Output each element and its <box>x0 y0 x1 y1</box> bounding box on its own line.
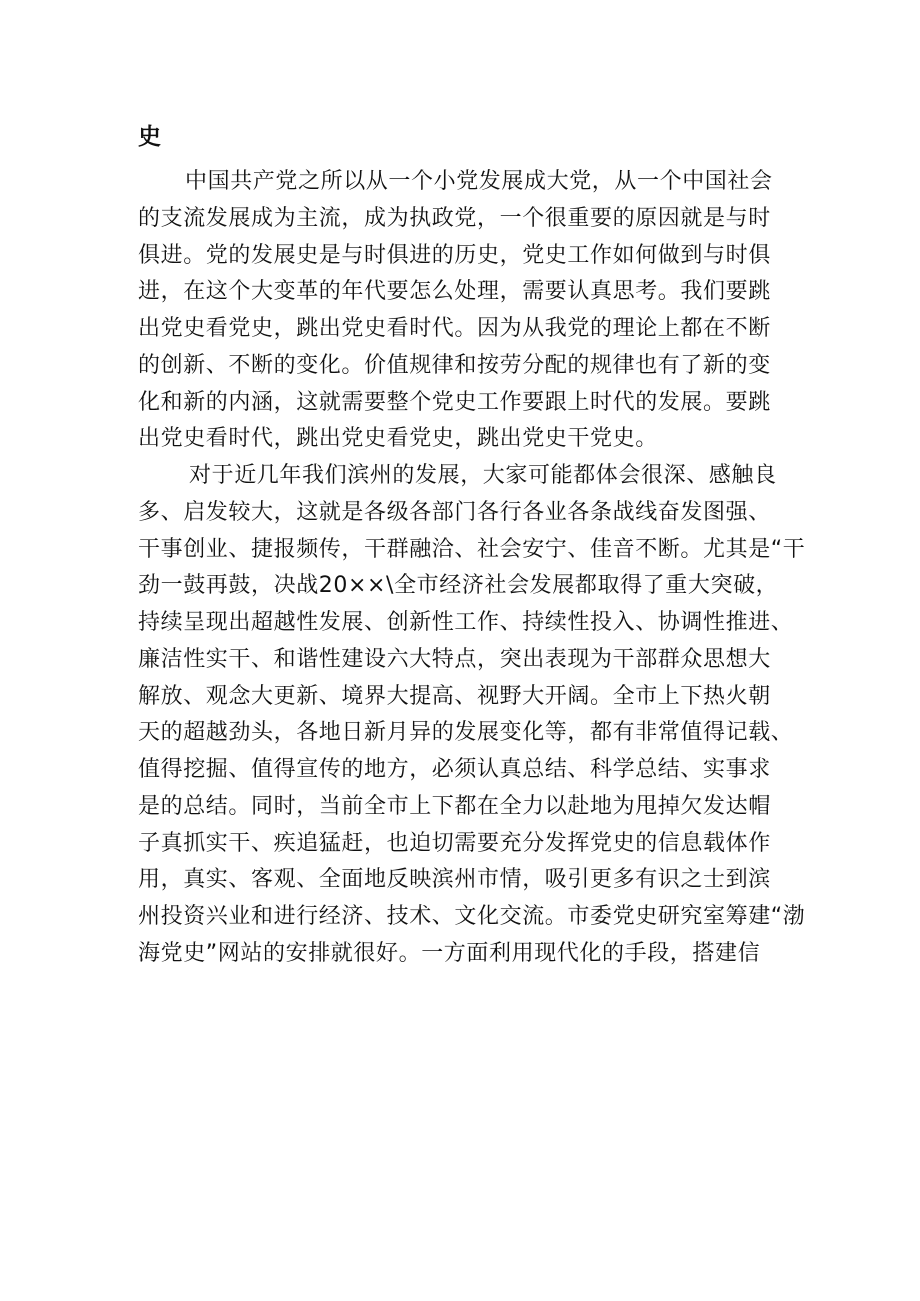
paragraph-line: 持续呈现出超越性发展、创新性工作、持续性投入、协调性推进、 <box>138 610 794 635</box>
paragraph-line: 是的总结。同时，当前全市上下都在全力以赴地为甩掉欠发达帽 <box>138 793 771 819</box>
paragraph-line: 中国共产党之所以从一个小党发展成大党，从一个中国社会 <box>185 169 773 194</box>
paragraph-line: 值得挖掘、值得宣传的地方，必须认真总结、科学总结、实事求 <box>138 757 771 782</box>
section-heading: 史 <box>138 124 161 150</box>
paragraph-line: 多、启发较大，这就是各级各部门各行各业各条战线奋发图强、 <box>138 499 771 525</box>
paragraph-line: 天的超越劲头，各地日新月异的发展变化等，都有非常值得记载、 <box>138 720 794 746</box>
paragraph-line: 出党史看时代，跳出党史看党史，跳出党史干党史。 <box>138 426 658 452</box>
paragraph-line: 子真抓实干、疾追猛赶，也迫切需要充分发挥党史的信息载体作 <box>138 830 771 856</box>
paragraph-line: 用，真实、客观、全面地反映滨州市情，吸引更多有识之士到滨 <box>138 867 771 893</box>
paragraph-line: 的创新、不断的变化。价值规律和按劳分配的规律也有了新的变 <box>138 352 771 378</box>
paragraph-line: 廉洁性实干、和谐性建设六大特点，突出表现为干部群众思想大 <box>138 646 771 672</box>
paragraph-line: 出党史看党史，跳出党史看时代。因为从我党的理论上都在不断 <box>138 316 771 341</box>
paragraph-line: 化和新的内涵，这就需要整个党史工作要跟上时代的发展。要跳 <box>138 389 771 415</box>
paragraph-line: 劲一鼓再鼓，决战20××\全市经济社会发展都取得了重大突破， <box>138 573 779 599</box>
paragraph-line: 俱进。党的发展史是与时俱进的历史，党史工作如何做到与时俱 <box>138 242 771 268</box>
paragraph-line: 的支流发展成为主流，成为执政党，一个很重要的原因就是与时 <box>138 205 771 231</box>
paragraph-line: 干事创业、捷报频传，干群融洽、社会安宁、佳音不断。尤其是“干 <box>138 536 806 562</box>
paragraph-line: 解放、观念大更新、境界大提高、视野大开阔。全市上下热火朝 <box>138 683 771 709</box>
paragraph-line: 海党史”网站的安排就很好。一方面利用现代化的手段，搭建信 <box>138 940 761 966</box>
paragraph-line: 进，在这个大变革的年代要怎么处理，需要认真思考。我们要跳 <box>138 279 771 305</box>
body-text <box>138 164 806 973</box>
paragraph-line: 州投资兴业和进行经济、技术、文化交流。市委党史研究室筹建“渤 <box>138 904 806 929</box>
paragraph-line: 对于近几年我们滨州的发展，大家可能都体会很深、感触良 <box>189 463 777 488</box>
